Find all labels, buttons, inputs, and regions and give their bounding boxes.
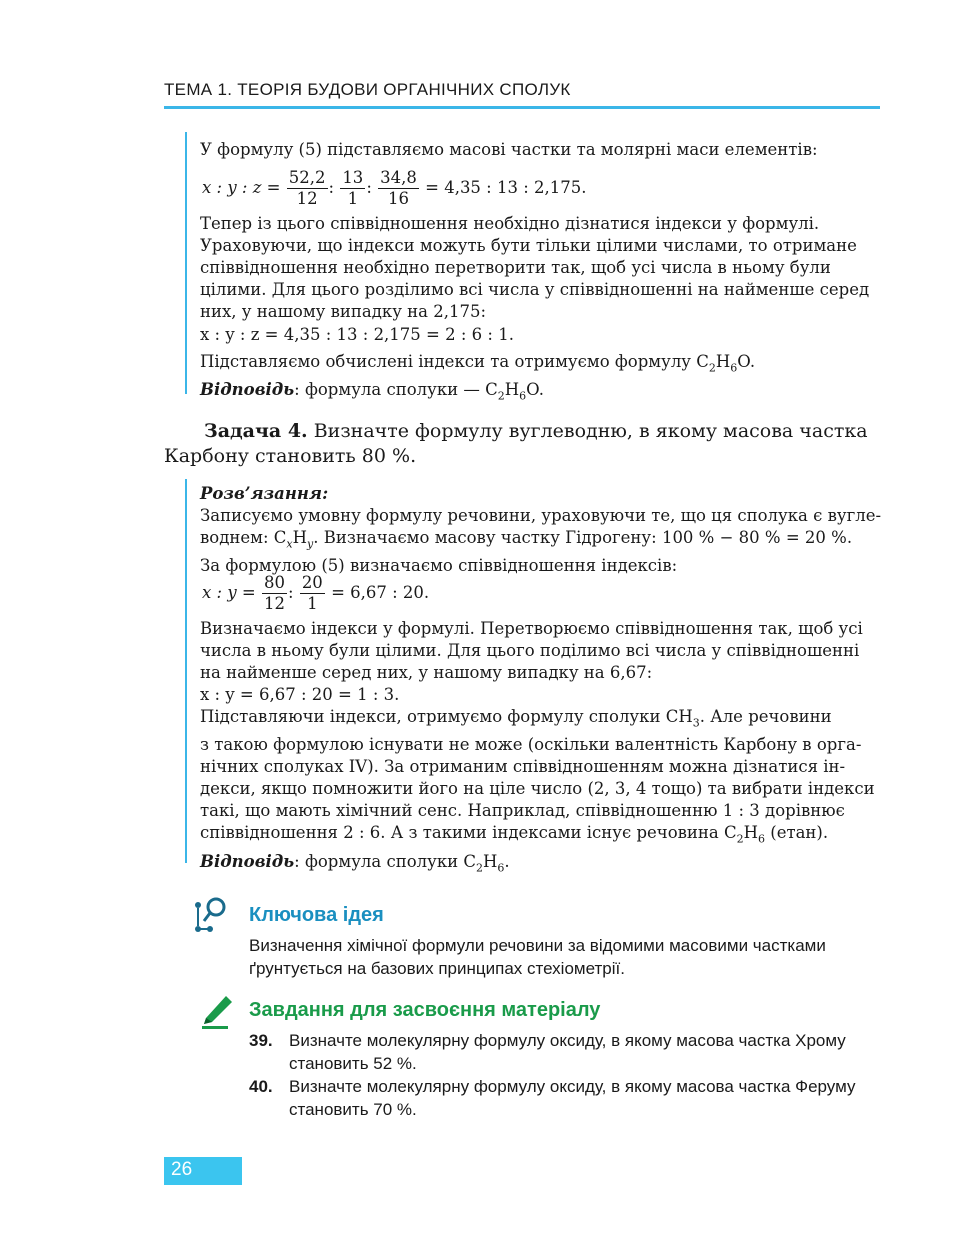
task-item-40: 40. Визначте молекулярну формулу оксиду, в якому масова частка Феруму становить 70 %. bbox=[249, 1077, 856, 1119]
block1-answer: Відповідь: формула сполуки — $C_2H_6O$. bbox=[200, 380, 544, 403]
eq-rhs: = 6,67 : 20. bbox=[331, 583, 430, 602]
eq-rhs: = 4,35 : 13 : 2,175. bbox=[425, 178, 587, 197]
page-number: 26 bbox=[171, 1159, 193, 1180]
pencil-icon bbox=[198, 990, 238, 1030]
key-idea-icon bbox=[190, 895, 230, 935]
block1-intro: У формулу (5) підставляємо масові частки та молярні маси елементів: bbox=[200, 140, 818, 159]
block1-text: Тепер із цього співвідношення необхідно дізнатися індекси у формулі. Ураховуючи, що індекси можуть бути тільки цілими числами, то отримане співвідношення необхідно перетворити так, щоб усі числа в ньому були цілими. Для цього розділимо всі числа у співвідношенні на найменше серед них, у нашому випадку на 2,175: x : y : z = 4,35 : 13 : 2,175 = 2 : 6 : 1. Підставляємо обчислені індекси та отримуємо формулу $C_2H_6O$. Відповідь: формула сполуки — $C_2H_6O$. bbox=[200, 213, 869, 408]
running-header: ТЕМА 1. ТЕОРІЯ БУДОВИ ОРГАНІЧНИХ СПОЛУК bbox=[164, 80, 571, 99]
eq-lhs: x : y : z = bbox=[202, 178, 281, 197]
block2-equation: x : y = $\frac{80}{12}$ : $\frac{20}{1}$ = 6,67 : 20. bbox=[202, 573, 430, 613]
block1-equation: x : y : z = $\frac{52,2}{12}$ : $\frac{13}{1}$ : $\frac{34,8}{16}$ = 4,35 : 13 : 2,175. bbox=[202, 168, 587, 208]
block2-answer: Відповідь: формула сполуки $C_2H_6$. bbox=[200, 851, 510, 874]
fraction: $\frac{80}{12}$ bbox=[264, 573, 285, 613]
task4-label: Задача 4. bbox=[204, 420, 308, 442]
block1-sidebar bbox=[185, 132, 187, 394]
header-rule bbox=[164, 106, 880, 109]
fraction: $\frac{13}{1}$ bbox=[342, 168, 364, 208]
key-idea-text: Визначення хімічної формули речовини за відомими масовими частками ґрунтується на базових принципах стехіометрії. bbox=[249, 936, 826, 978]
tasks-title: Завдання для засвоєння матеріалу bbox=[249, 999, 601, 1021]
task-number: 39. bbox=[249, 1031, 273, 1050]
block2-sidebar bbox=[185, 479, 187, 863]
task4: Задача 4. Визначте формулу вуглеводню, в якому масова частка Карбону становить 80 %. bbox=[164, 420, 868, 467]
fraction: $\frac{20}{1}$ bbox=[301, 573, 323, 613]
fraction: $\frac{34,8}{16}$ bbox=[380, 168, 417, 208]
solution-label: Розв’язання: bbox=[200, 484, 329, 503]
key-idea-title: Ключова ідея bbox=[249, 904, 384, 926]
fraction: $\frac{52,2}{12}$ bbox=[288, 168, 326, 208]
task-number: 40. bbox=[249, 1077, 273, 1096]
task-item-39: 39. Визначте молекулярну формулу оксиду, в якому масова частка Хрому становить 52 %. bbox=[249, 1031, 846, 1073]
block2-text-bottom: Визначаємо індекси у формулі. Перетворюємо співвідношення так, щоб усі числа в ньому були цілими. Для цього поділимо всі числа у співвідношенні на найменше серед них, у нашому випадку на 6,67: x : y = 6,67 : 20 = 1 : 3. Підставляючи індекси, отримуємо формулу сполуки $CH_3$. Але речовини з такою формулою існувати не може (оскільки валентність Карбону в орга- нічних сполуках IV). За отриманим співвідношенням можна дізнатися ін- декси, якщо помножити його на ціле число (2, 3, 4 тощо) та вибрати індекси такі, що мають хімічний сенс. Наприклад, співвідношенню 1 : 3 дорівнює співвідношення 2 : 6. А з такими індексами існує речовина $C_2H_6$ (етан). Відповідь: формула сполуки $C_2H_6$. bbox=[200, 618, 875, 879]
block2-text-top: Розв’язання: Записуємо умовну формулу речовини, ураховуючи те, що ця сполука є вугле- воднем: $C_xH_y$. Визначаємо масову частку Гідрогену: 100 % − 80 % = 20 %. За формулою (5) визначаємо співвідношення індексів: bbox=[200, 484, 882, 576]
eq-lhs: x : y = bbox=[202, 583, 256, 602]
